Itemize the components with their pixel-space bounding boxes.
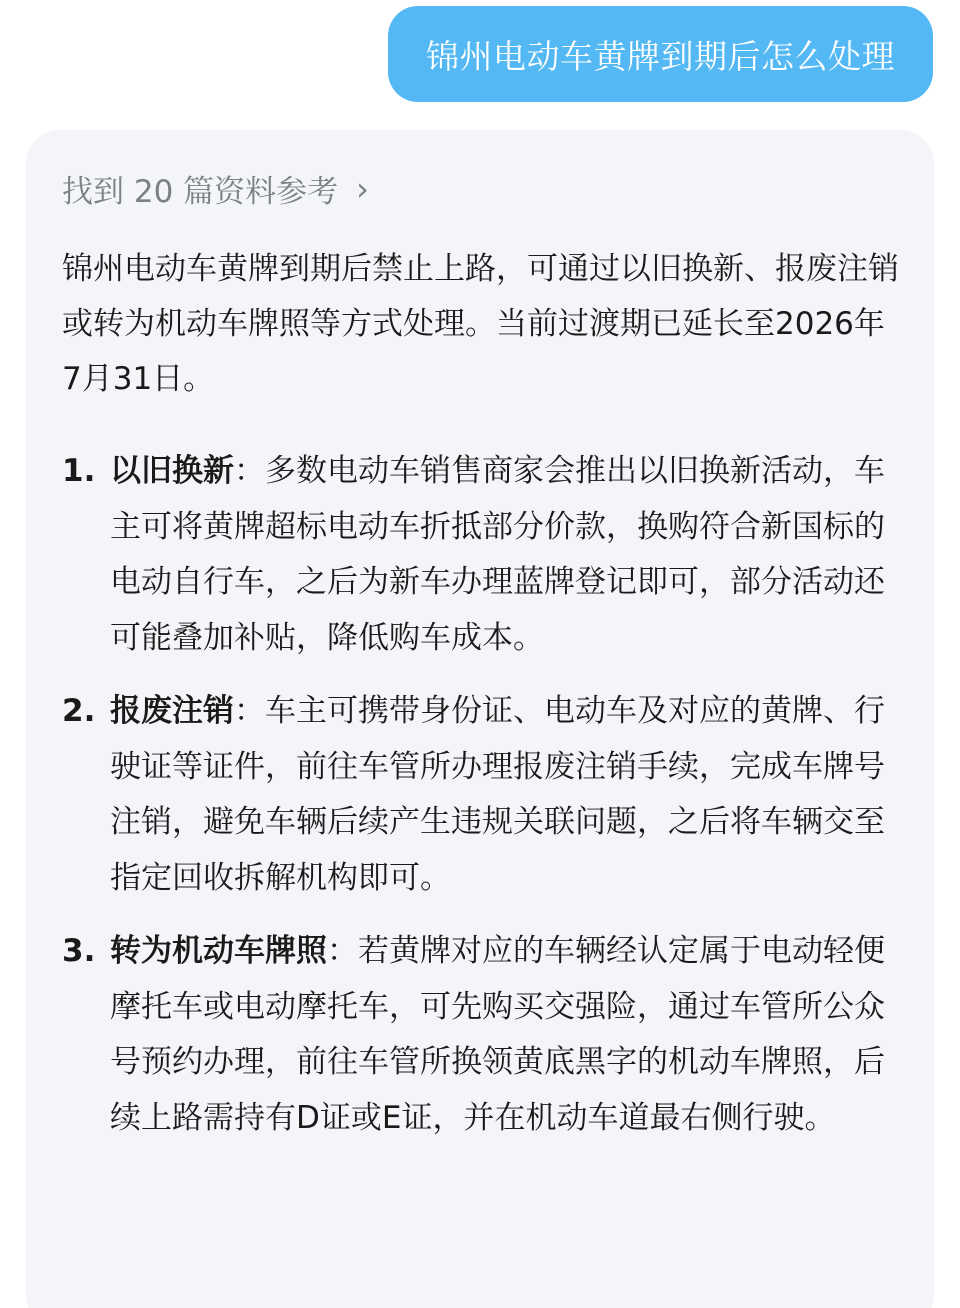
list-item-colon: ： — [327, 933, 358, 969]
references-link[interactable] — [62, 166, 369, 211]
list-item-body: 车主可携带身份证、电动车及对应的黄牌、行驶证等证件，前往车管所办理报废注销手续，完成车牌号注销，避免车辆后续产生违规关联问题，之后将车辆交至指定回收拆解机构即可。 — [110, 693, 885, 896]
user-message-bubble[interactable] — [388, 6, 933, 102]
list-item-number: 2. — [62, 693, 96, 729]
list-item-body: 若黄牌对应的车辆经认定属于电动轻便摩托车或电动摩托车，可先购买交强险，通过车管所公众号预约办理，前往车管所换领黄底黑字的机动车牌照，后续上路需持有D证或E证，并在机动车道最右侧行驶。 — [110, 933, 885, 1136]
list-item-title: 报废注销 — [110, 693, 234, 729]
user-message-text: 锦州电动车黄牌到期后怎么处理 — [426, 36, 895, 76]
list-item-number: 1. — [62, 453, 96, 489]
list-item-colon: ： — [234, 453, 265, 489]
list-item — [62, 444, 912, 666]
answer-intro: 锦州电动车黄牌到期后禁止上路，可通过以旧换新、报废注销或转为机动车牌照等方式处理。当前过渡期已延长至2026年7月31日。 — [62, 251, 899, 397]
assistant-answer-card — [26, 130, 934, 1308]
answer-list — [62, 444, 912, 1164]
list-item-colon: ： — [234, 693, 265, 729]
list-item-title: 转为机动车牌照 — [110, 933, 327, 969]
list-item-number: 3. — [62, 933, 96, 969]
list-item — [62, 924, 912, 1146]
list-item-body: 多数电动车销售商家会推出以旧换新活动，车主可将黄牌超标电动车折抵部分价款，换购符合新国标的电动自行车，之后为新车办理蓝牌登记即可，部分活动还可能叠加补贴，降低购车成本。 — [110, 453, 885, 656]
list-item-title: 以旧换新 — [110, 453, 234, 489]
list-item — [62, 684, 912, 906]
chevron-right-icon: › — [356, 169, 369, 208]
references-label: 找到 20 篇资料参考 — [62, 174, 339, 210]
